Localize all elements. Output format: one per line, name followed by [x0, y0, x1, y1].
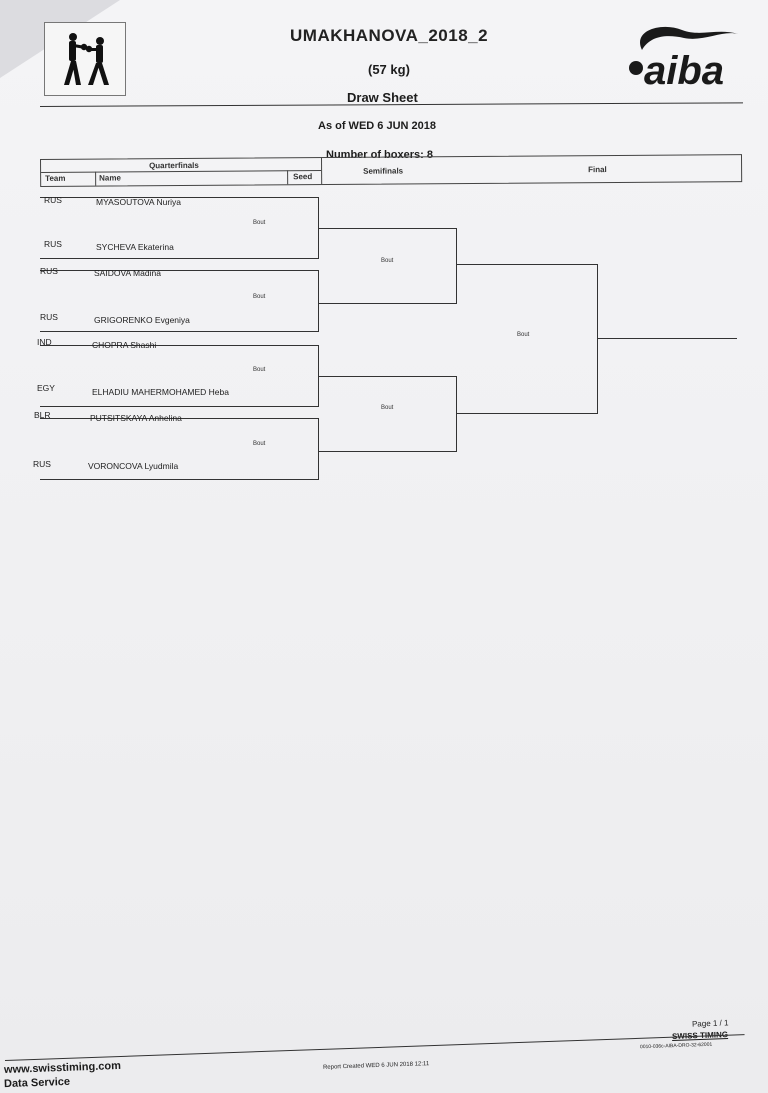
header-semifinals: Semifinals — [363, 166, 404, 176]
qf-bout-3-bracket — [40, 345, 319, 407]
header-team: Team — [45, 173, 66, 183]
final-bout-label: Bout — [517, 332, 530, 338]
page-number: Page 1 / 1 — [691, 1018, 729, 1029]
swiss-timing-label: SWISS TIMING — [671, 1030, 729, 1041]
boxer-2-name: SYCHEVA Ekaterina — [96, 242, 174, 252]
footer-divider-top — [5, 1034, 745, 1061]
winner-line — [597, 338, 737, 339]
boxer-4-team: RUS — [40, 312, 58, 322]
boxer-3-team: RUS — [40, 266, 58, 276]
event-title: UMAKHANOVA_2018_2 — [290, 26, 489, 45]
sf-bout-2-label: Bout — [381, 405, 394, 411]
boxer-1-name: MYASOUTOVA Nuriya — [96, 197, 182, 207]
boxer-7-name: PUTSITSKAYA Anhelina — [90, 413, 182, 423]
sf-bout-2-bracket — [318, 376, 457, 452]
boxer-8-name: VORONCOVA Lyudmila — [88, 461, 179, 471]
boxer-6-name: ELHADIU MAHERMOHAMED Heba — [92, 387, 229, 397]
data-service-label: Data Service — [3, 1075, 71, 1091]
number-of-boxers: Number of boxers: 8 — [326, 149, 433, 161]
sf-bout-1-bracket — [318, 228, 457, 304]
boxer-1-team: RUS — [44, 195, 62, 205]
header-final: Final — [588, 165, 607, 175]
header-seed: Seed — [293, 172, 313, 182]
qf-bout-4-bracket — [40, 418, 319, 480]
weight-class: (57 kg) — [368, 62, 410, 77]
boxers-pictogram-icon — [44, 22, 126, 96]
header-quarterfinals: Quarterfinals — [149, 160, 199, 171]
qf-bout-2-label: Bout — [253, 294, 266, 300]
qf-bout-3-label: Bout — [253, 367, 266, 373]
website-link[interactable]: www.swisstiming.com — [3, 1059, 122, 1077]
boxer-3-name: SAIDOVA Madina — [94, 268, 161, 278]
boxer-5-team: IND — [37, 337, 52, 347]
final-bout-bracket — [456, 264, 598, 414]
sheet-type: Draw Sheet — [347, 90, 418, 105]
report-created: Report Created WED 6 JUN 2018 12:11 — [322, 1061, 430, 1071]
aiba-logo-text: aiba — [644, 49, 725, 92]
boxer-6-team: EGY — [37, 383, 55, 393]
boxer-2-team: RUS — [44, 239, 62, 249]
document-code: 0010-036c-AIBA-DRO-32-62001 — [639, 1041, 713, 1051]
boxer-7-team: BLR — [34, 410, 51, 420]
bracket-header-table — [40, 154, 742, 187]
aiba-logo-icon — [622, 20, 746, 92]
boxer-8-team: RUS — [33, 459, 51, 469]
boxer-5-name: CHOPRA Shashi — [92, 340, 157, 350]
sf-bout-1-label: Bout — [381, 258, 394, 264]
qf-bout-4-label: Bout — [253, 441, 266, 447]
header-name: Name — [99, 173, 121, 183]
qf-bout-1-label: Bout — [253, 220, 266, 226]
as-of-date: As of WED 6 JUN 2018 — [318, 120, 436, 132]
boxer-4-name: GRIGORENKO Evgeniya — [94, 315, 190, 325]
